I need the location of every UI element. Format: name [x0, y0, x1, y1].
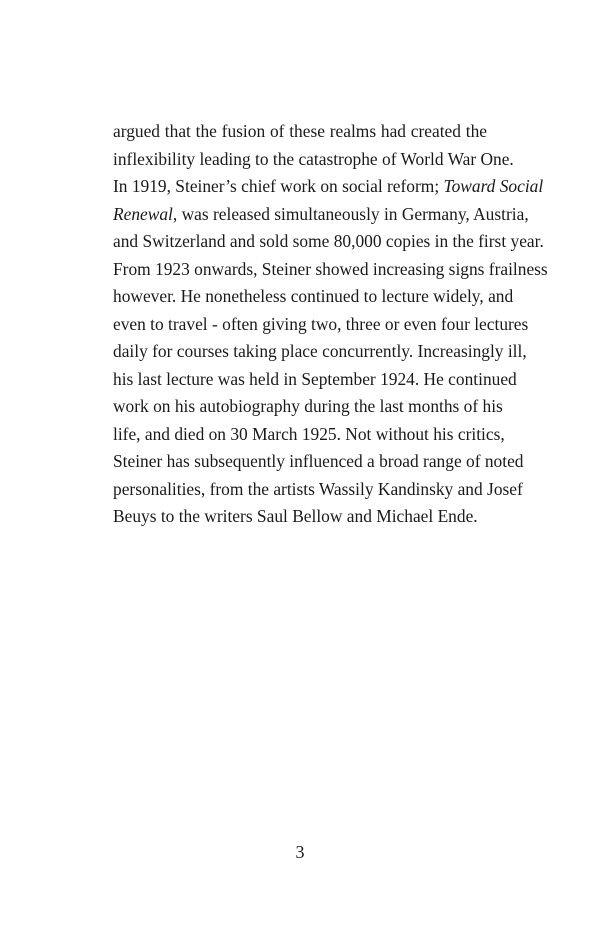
text-line: however. He nonetheless continued to lecture widely, and — [113, 286, 514, 306]
text-line: Steiner has subsequently influenced a broad range of noted — [113, 451, 524, 471]
text-line: argued that the fusion of these realms had created the — [113, 121, 487, 141]
text-line: work on his autobiography during the last months of his — [113, 396, 503, 416]
text-line: personalities, from the artists Wassily Kandinsky and Josef — [113, 478, 523, 499]
text-line: From 1923 onwards, Steiner showed increasing signs frailness — [113, 258, 548, 279]
text-line: and Switzerland and sold some 80,000 copies in the first year. — [113, 231, 544, 251]
book-title-italic: Toward Social — [443, 176, 544, 196]
text-segment: In 1919, Steiner’s chief work on social reform; — [113, 176, 444, 196]
text-line: even to travel - often giving two, three or even four lectures — [113, 313, 529, 334]
page-number: 3 — [295, 842, 305, 862]
text-line — [113, 201, 529, 229]
text-line: inflexibility leading to the catastrophe of World War One. — [113, 148, 514, 169]
body-paragraph — [113, 118, 548, 531]
book-title-italic: Renewal — [113, 203, 173, 224]
text-line — [113, 173, 544, 201]
text-line: life, and died on 30 March 1925. Not without his critics, — [113, 423, 505, 444]
text-line: his last lecture was held in September 1924. He continued — [113, 368, 517, 389]
text-line: Beuys to the writers Saul Bellow and Michael Ende. — [113, 506, 478, 526]
text-line: daily for courses taking place concurrently. Increasingly ill, — [113, 341, 527, 361]
text-segment: , was released simultaneously in Germany, Austria, — [172, 203, 529, 224]
